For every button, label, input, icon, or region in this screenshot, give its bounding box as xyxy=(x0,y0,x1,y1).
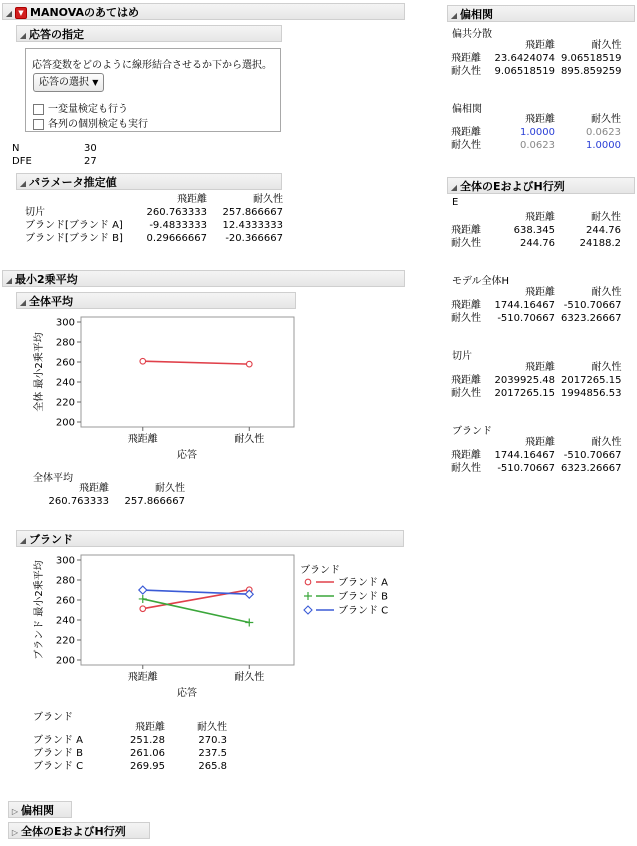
table-row: 飛距離 638.345 244.76 xyxy=(451,225,621,236)
legend-label: ブランド B xyxy=(338,591,389,603)
table-row: 飛距離 23.6424074 9.06518519 xyxy=(451,53,622,64)
collapse-triangle-icon[interactable]: ◢ xyxy=(450,11,458,20)
table-row: 耐久性 9.06518519 895.859259 xyxy=(451,66,622,77)
n-label: N xyxy=(12,143,20,154)
table-row: 耐久性 2017265.15 1994856.53 xyxy=(451,388,622,399)
x-axis-label: 応答 xyxy=(177,688,197,699)
table-row: ブランド B 261.06 237.5 xyxy=(33,748,227,759)
plot-frame xyxy=(81,555,294,665)
table-row: 耐久性 -510.70667 6323.26667 xyxy=(451,463,622,474)
y-tick-label: 220 xyxy=(55,635,75,647)
data-point-0 xyxy=(140,358,146,364)
table-row: ブランド A 251.28 270.3 xyxy=(33,735,227,746)
plot-frame xyxy=(81,317,294,427)
brand-header[interactable]: ◢ ブランド xyxy=(16,530,404,547)
brand-legend[interactable] xyxy=(300,574,400,624)
x-axis-label: 応答 xyxy=(177,450,197,461)
n-value: 30 xyxy=(84,143,97,154)
collapse-triangle-icon[interactable]: ◢ xyxy=(5,276,13,285)
y-tick-label: 300 xyxy=(55,317,75,329)
table-row: 耐久性 0.0623 1.0000 xyxy=(451,140,621,151)
response-spec-panel xyxy=(25,48,281,132)
collapse-triangle-icon[interactable]: ◢ xyxy=(19,298,27,307)
intercept-h-table: 飛距離 耐久性 飛距離 2039925.48 2017265.15 耐久性 2017265.15 1994856.53 xyxy=(448,361,624,400)
expand-triangle-icon[interactable]: ▷ xyxy=(11,828,19,837)
chevron-down-icon: ▼ xyxy=(92,78,99,87)
parameter-estimates-table: 飛距離 耐久性 切片 260.763333 257.866667 ブランド[ブランド A] -9.4833333 12.4333333 ブランド[ブランド B] 0.29666667 -20.366667 xyxy=(22,193,286,245)
table-row: 飛距離 1.0000 0.0623 xyxy=(451,127,621,138)
response-select-dropdown[interactable]: 応答の選択 ▼ xyxy=(33,73,104,92)
dfe-value: 27 xyxy=(84,156,97,167)
collapse-triangle-icon[interactable]: ◢ xyxy=(19,31,27,40)
overall-lsmeans-chart xyxy=(30,312,300,462)
table-row: 飛距離 1744.16467 -510.70667 xyxy=(451,450,622,461)
x-tick-label: 飛距離 xyxy=(127,672,158,683)
x-tick-label: 飛距離 xyxy=(127,434,158,445)
y-tick-label: 260 xyxy=(55,595,75,607)
table-row: 耐久性 244.76 24188.2 xyxy=(451,238,621,249)
overall-table-title: 全体平均 xyxy=(33,473,73,484)
partial-corr-collapsed-header[interactable]: ▷ 偏相関 xyxy=(8,801,72,818)
checkbox-icon[interactable] xyxy=(33,119,44,130)
legend-item[interactable] xyxy=(304,591,388,603)
y-tick-label: 280 xyxy=(55,575,75,587)
each-column-test-checkbox[interactable]: 各列の個別検定も実行 xyxy=(33,115,148,130)
y-tick-label: 240 xyxy=(55,615,75,627)
table-row: 260.763333 257.866667 xyxy=(48,496,185,507)
e-matrix-title: E xyxy=(452,197,459,208)
response-spec-description: 応答変数をどのように線形結合させるか下から選択。 xyxy=(32,60,272,71)
brand-table-title: ブランド xyxy=(33,712,73,723)
y-tick-label: 200 xyxy=(55,655,75,667)
legend-label: ブランド A xyxy=(338,577,389,589)
partial-cov-table: 飛距離 耐久性 飛距離 23.6424074 9.06518519 耐久性 9.06518519 895.859259 xyxy=(448,39,624,78)
brand-mean-table: 飛距離 耐久性 ブランド A 251.28 270.3 ブランド B 261.06 237.5 ブランド C 269.95 265.8 xyxy=(30,721,230,773)
collapse-triangle-icon[interactable]: ◢ xyxy=(19,179,27,188)
eh-matrix-collapsed-header[interactable]: ▷ 全体のEおよびH行列 xyxy=(8,822,150,839)
table-row: ブランド C 269.95 265.8 xyxy=(33,761,227,772)
y-tick-label: 260 xyxy=(55,357,75,369)
y-tick-label: 280 xyxy=(55,337,75,349)
collapse-triangle-icon[interactable]: ◢ xyxy=(19,536,27,545)
overall-mean-table: 飛距離 耐久性 260.763333 257.866667 xyxy=(44,482,188,508)
legend-title: ブランド xyxy=(300,565,340,576)
y-tick-label: 200 xyxy=(55,417,75,429)
response-spec-header[interactable]: ◢ 応答の指定 xyxy=(16,25,282,42)
model-h-title: モデル全体H xyxy=(452,276,510,287)
partial-corr-table: 飛距離 耐久性 飛距離 1.0000 0.0623 耐久性 0.0623 1.0000 xyxy=(448,113,624,152)
partial-corr-header[interactable]: ◢ 偏相関 xyxy=(447,5,635,22)
table-row: 切片 260.763333 257.866667 xyxy=(25,207,283,218)
legend-marker xyxy=(304,592,312,600)
expand-triangle-icon[interactable]: ▷ xyxy=(11,807,19,816)
brand-lsmeans-chart xyxy=(30,550,300,700)
table-row: 飛距離 2039925.48 2017265.15 xyxy=(451,375,622,386)
report-header[interactable] xyxy=(2,3,405,20)
eh-matrix-header[interactable]: ◢ 全体のEおよびH行列 xyxy=(447,177,635,194)
table-row: 飛距離 1744.16467 -510.70667 xyxy=(451,300,622,311)
legend-item[interactable] xyxy=(304,605,388,617)
table-row: 耐久性 -510.70667 6323.26667 xyxy=(451,313,622,324)
y-axis-label: 全体 最小2乗平均 xyxy=(34,332,45,412)
collapse-triangle-icon[interactable]: ◢ xyxy=(5,9,13,18)
legend-label: ブランド C xyxy=(338,605,389,617)
univariate-test-checkbox[interactable]: 一変量検定も行う xyxy=(33,100,128,115)
report-title: MANOVAのあてはめ xyxy=(30,6,140,19)
y-tick-label: 220 xyxy=(55,397,75,409)
red-triangle-menu-icon[interactable]: ▼ xyxy=(15,7,27,19)
checkbox-icon[interactable] xyxy=(33,104,44,115)
y-axis-label: ブランド 最小2乗平均 xyxy=(34,560,45,660)
e-matrix-table: 飛距離 耐久性 飛距離 638.345 244.76 耐久性 244.76 24188.2 xyxy=(448,211,624,250)
legend-item[interactable] xyxy=(305,577,388,589)
legend-marker xyxy=(305,579,311,585)
table-row: ブランド[ブランド B] 0.29666667 -20.366667 xyxy=(25,233,283,244)
y-tick-label: 300 xyxy=(55,555,75,567)
brand-h-title: ブランド xyxy=(452,426,492,437)
y-tick-label: 240 xyxy=(55,377,75,389)
parameter-estimates-header[interactable]: ◢ パラメータ推定値 xyxy=(16,173,282,190)
overall-mean-header[interactable]: ◢ 全体平均 xyxy=(16,292,296,309)
x-tick-label: 耐久性 xyxy=(234,672,265,683)
brand-h-table: 飛距離 耐久性 飛距離 1744.16467 -510.70667 耐久性 -510.70667 6323.26667 xyxy=(448,436,624,475)
intercept-h-title: 切片 xyxy=(452,351,472,362)
dfe-label: DFE xyxy=(12,156,32,167)
collapse-triangle-icon[interactable]: ◢ xyxy=(450,183,458,192)
table-row: ブランド[ブランド A] -9.4833333 12.4333333 xyxy=(25,220,283,231)
partial-cov-title: 偏共分散 xyxy=(452,29,492,40)
data-point-0 xyxy=(140,606,146,612)
lsmeans-header[interactable]: ◢ 最小2乗平均 xyxy=(2,270,405,287)
model-h-table: 飛距離 耐久性 飛距離 1744.16467 -510.70667 耐久性 -510.70667 6323.26667 xyxy=(448,286,624,325)
legend-marker xyxy=(304,606,312,614)
x-tick-label: 耐久性 xyxy=(234,434,265,445)
partial-corr-title: 偏相関 xyxy=(452,104,482,115)
data-point-0 xyxy=(246,361,252,367)
